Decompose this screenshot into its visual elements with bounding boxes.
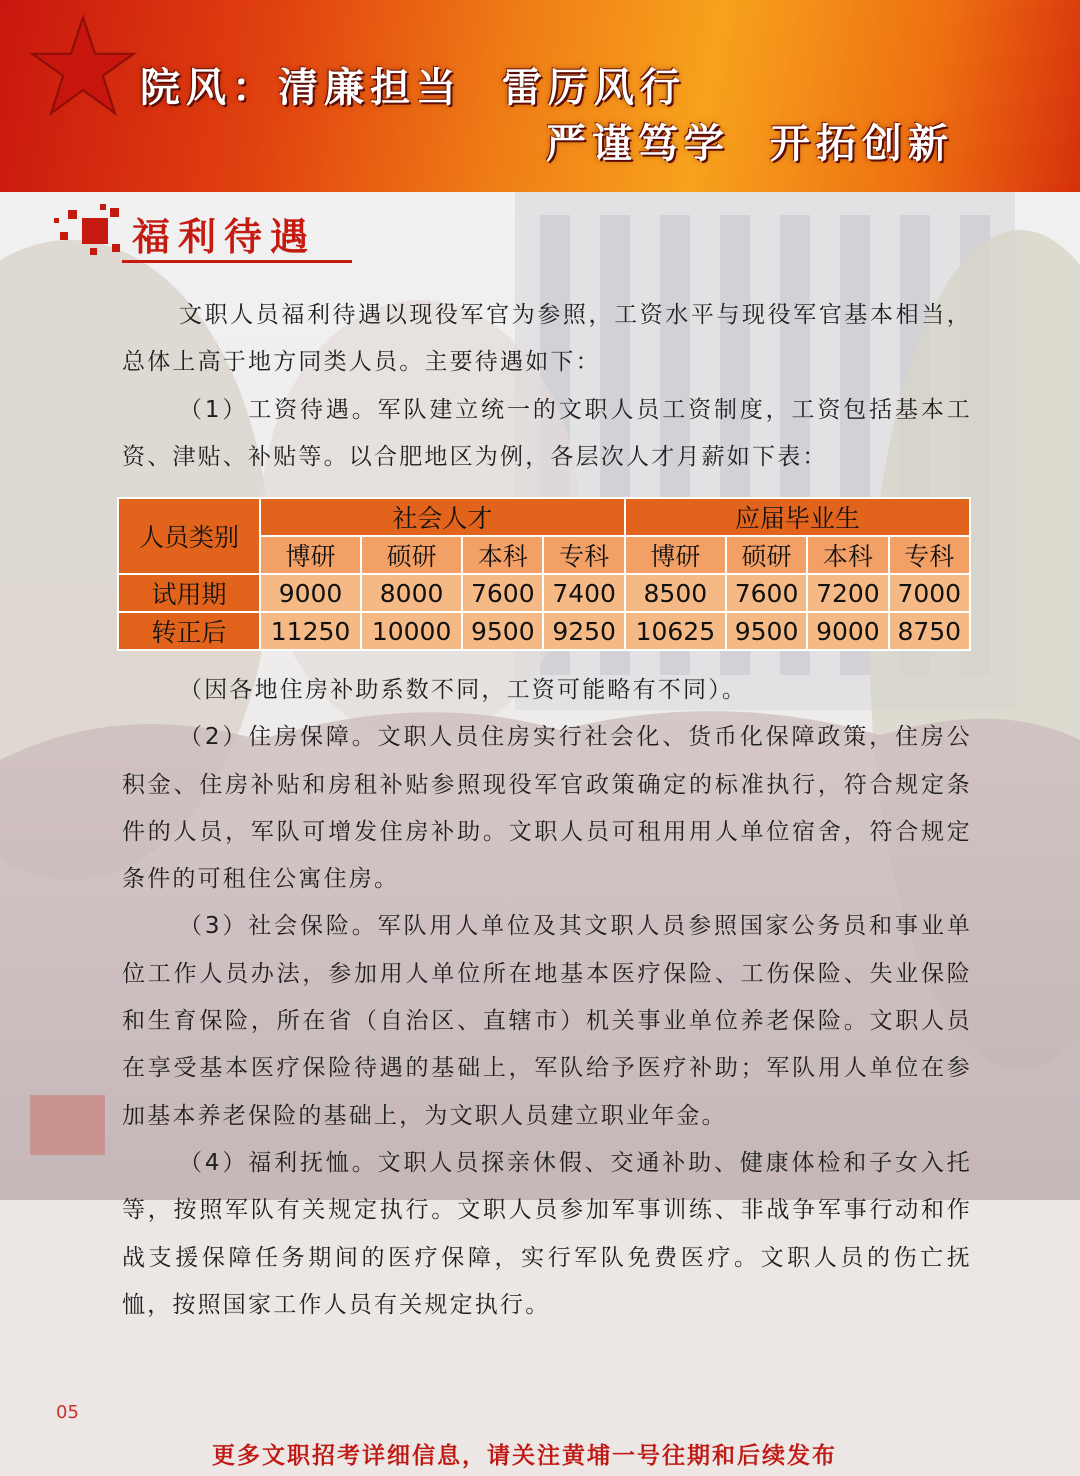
salary-cell: 7400 xyxy=(543,574,624,612)
salary-cell: 9500 xyxy=(726,612,807,650)
body-text xyxy=(122,667,972,1329)
subheader-cell: 博研 xyxy=(625,536,726,574)
salary-table xyxy=(117,497,971,651)
salary-cell: 9000 xyxy=(807,612,888,650)
salary-cell: 11250 xyxy=(260,612,361,650)
banner-motto-line2: 严谨笃学 开拓创新 xyxy=(546,121,954,167)
salary-cell: 10625 xyxy=(625,612,726,650)
salary-cell: 7600 xyxy=(462,574,543,612)
intro-text xyxy=(122,292,972,481)
table-row xyxy=(118,574,970,612)
salary-cell: 7200 xyxy=(807,574,888,612)
subheader-cell: 硕研 xyxy=(361,536,462,574)
subheader-cell: 硕研 xyxy=(726,536,807,574)
subheader-cell: 博研 xyxy=(260,536,361,574)
footer-notice: 更多文职招考详细信息，请关注黄埔一号往期和后续发布 xyxy=(212,1443,837,1469)
welfare-paragraph: （4）福利抚恤。文职人员探亲休假、交通补助、健康体检和子女入托等，按照军队有关规定执行。文职人员参加军事训练、非战争军事行动和作战支援保障任务期间的医疗保障，实行军队免费医疗。文职人员的伤亡抚恤，按照国家工作人员有关规定执行。 xyxy=(122,1149,972,1318)
subheader-cell: 专科 xyxy=(543,536,624,574)
section-title: 福利待遇 xyxy=(132,214,317,259)
intro-paragraph: 文职人员福利待遇以现役军官为参照，工资水平与现役军官基本相当，总体上高于地方同类人员。主要待遇如下： xyxy=(122,302,972,376)
group-header-graduates: 应届毕业生 xyxy=(625,498,970,536)
page-number: 05 xyxy=(56,1402,79,1423)
salary-paragraph: （1）工资待遇。军队建立统一的文职人员工资制度，工资包括基本工资、津贴、补贴等。以合肥地区为例，各层次人才月薪如下表： xyxy=(122,396,972,470)
star-icon xyxy=(28,12,138,122)
row-label: 转正后 xyxy=(118,612,260,650)
salary-cell: 8500 xyxy=(625,574,726,612)
salary-cell: 7600 xyxy=(726,574,807,612)
table-row xyxy=(118,612,970,650)
salary-cell: 9500 xyxy=(462,612,543,650)
subheader-cell: 本科 xyxy=(807,536,888,574)
salary-note: （因各地住房补助系数不同，工资可能略有不同）。 xyxy=(179,677,748,703)
section-title-underline xyxy=(122,260,352,263)
salary-cell: 8750 xyxy=(889,612,970,650)
insurance-paragraph: （3）社会保险。军队用人单位及其文职人员参照国家公务员和事业单位工作人员办法，参加用人单位所在地基本医疗保险、工伤保险、失业保险和生育保险，所在省（自治区、直辖市）机关事业单位养老保险。文职人员在享受基本医疗保险待遇的基础上，军队给予医疗补助；军队用人单位在参加基本养老保险的基础上，为文职人员建立职业年金。 xyxy=(122,913,972,1129)
subheader-cell: 专科 xyxy=(889,536,970,574)
table-corner-header: 人员类别 xyxy=(118,498,260,574)
housing-paragraph: （2）住房保障。文职人员住房实行社会化、货币化保障政策，住房公积金、住房补贴和房租补贴参照现役军官政策确定的标准执行，符合规定条件的人员，军队可增发住房补助。文职人员可租用用人单位宿舍，符合规定条件的可租住公寓住房。 xyxy=(122,724,972,893)
salary-cell: 9000 xyxy=(260,574,361,612)
row-label: 试用期 xyxy=(118,574,260,612)
table-header-row xyxy=(118,498,970,536)
header-banner xyxy=(0,0,1080,192)
banner-motto-line1: 院风：清廉担当 雷厉风行 xyxy=(140,65,686,111)
group-header-social: 社会人才 xyxy=(260,498,625,536)
salary-cell: 9250 xyxy=(543,612,624,650)
salary-cell: 10000 xyxy=(361,612,462,650)
salary-cell: 7000 xyxy=(889,574,970,612)
salary-cell: 8000 xyxy=(361,574,462,612)
subheader-cell: 本科 xyxy=(462,536,543,574)
